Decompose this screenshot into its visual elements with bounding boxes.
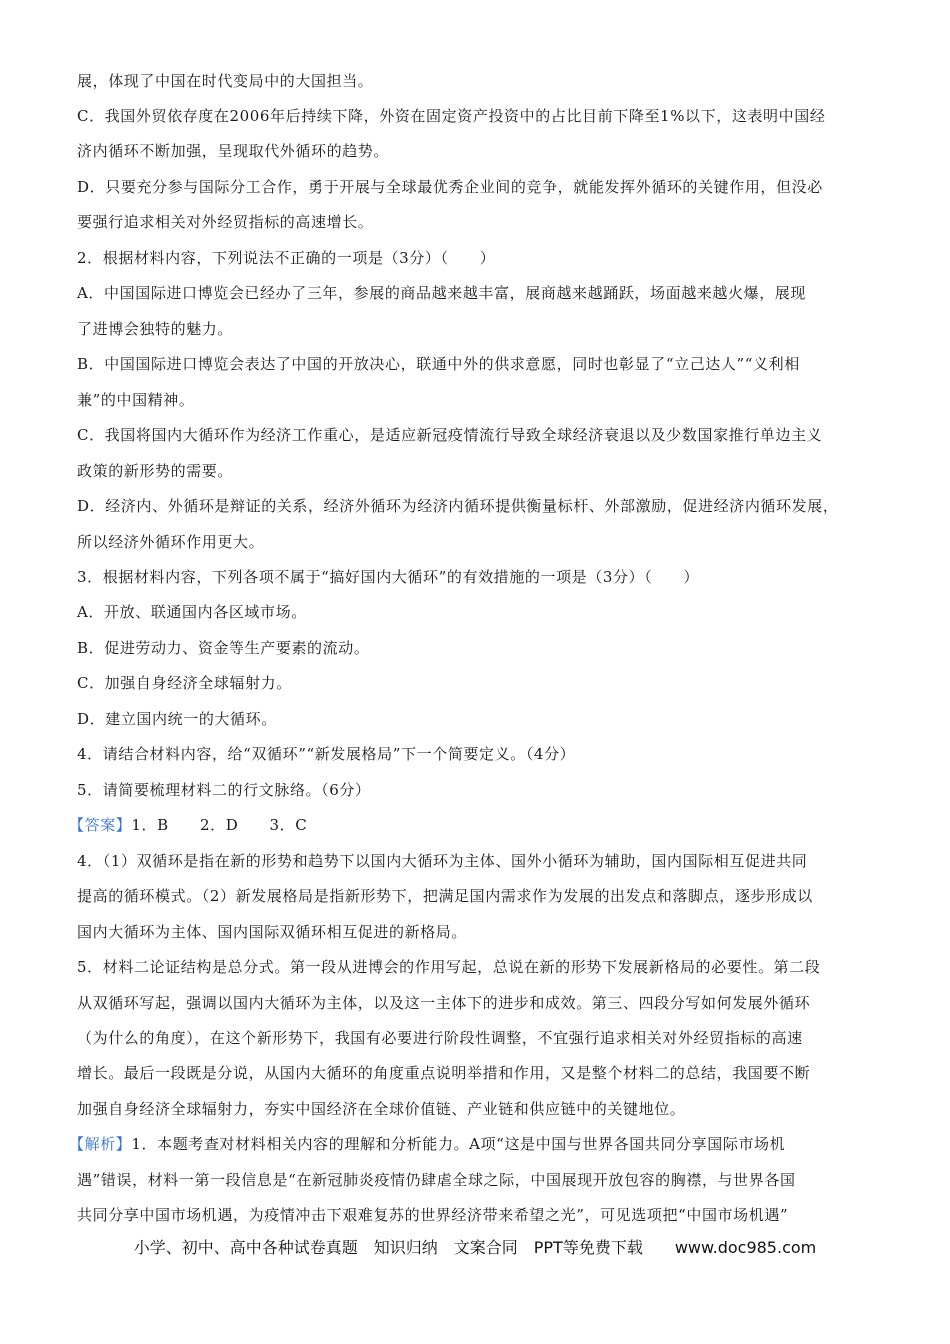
question-5: 5．请简要梳理材料二的行文脉络。（6分） bbox=[77, 781, 371, 799]
question-3: 3．根据材料内容，下列各项不属于“搞好国内大循环”的有效措施的一项是（3分）（ ） bbox=[77, 568, 700, 586]
option-d-line: D．只要充分参与国际分工合作，勇于开展与全球最优秀企业间的竞争，就能发挥外循环的关键作用，但没必 bbox=[77, 178, 823, 196]
option-b-line: B．促进劳动力、资金等生产要素的流动。 bbox=[77, 639, 370, 657]
text-line: 兼”的中国精神。 bbox=[77, 391, 195, 409]
text-line: 从双循环写起，强调以国内大循环为主体，以及这一主体下的进步和成效。第三、四段分写如何发展外循环 bbox=[77, 994, 811, 1012]
answer-4-line: 4．（1）双循环是指在新的形势和趋势下以国内大循环为主体、国外小循环为辅助，国内国际相互促进共同 bbox=[77, 852, 808, 870]
answer-5-line: 5．材料二论证结构是总分式。第一段从进博会的作用写起，总说在新的形势下发展新格局的必要性。第二段 bbox=[77, 958, 821, 976]
question-4: 4．请结合材料内容，给“双循环”“新发展格局”下一个简要定义。（4分） bbox=[77, 745, 576, 763]
option-d-line: D．建立国内统一的大循环。 bbox=[77, 710, 277, 728]
option-c-line: C．我国外贸依存度在2006年后持续下降，外资在固定资产投资中的占比目前下降至1%以下，这表明中国经 bbox=[77, 107, 826, 125]
text-line: 政策的新形势的需要。 bbox=[77, 462, 234, 480]
text-line: 国内大循环为主体、国内国际双循环相互促进的新格局。 bbox=[77, 923, 468, 941]
text-line: 遇”错误，材料一第一段信息是“在新冠肺炎疫情仍肆虐全球之际，中国展现开放包容的胸襟，与世界各国 bbox=[77, 1171, 796, 1189]
option-d-line: D．经济内、外循环是辩证的关系，经济外循环为经济内循环提供衡量标杆、外部激励，促进经济内循环发展， bbox=[77, 497, 839, 515]
text-line: 要强行追求相关对外经贸指标的高速增长。 bbox=[77, 213, 374, 231]
analysis-text: 1．本题考查对材料相关内容的理解和分析能力。A项“这是中国与世界各国共同分享国际市场机 bbox=[131, 1135, 786, 1153]
answer-tag: 【答案】 bbox=[69, 816, 132, 834]
text-line: 加强自身经济全球辐射力，夯实中国经济在全球价值链、产业链和供应链中的关键地位。 bbox=[77, 1100, 686, 1118]
option-c-line: C．加强自身经济全球辐射力。 bbox=[77, 674, 292, 692]
text-line: 济内循环不断加强，呈现取代外循环的趋势。 bbox=[77, 142, 390, 160]
option-a-line: A．中国国际进口博览会已经办了三年，参展的商品越来越丰富，展商越来越踊跃，场面越来越火爆，展现 bbox=[77, 284, 807, 302]
text-line: （为什么的角度），在这个新形势下，我国有必要进行阶段性调整，不宜强行追求相关对外经贸指标的高速 bbox=[77, 1029, 803, 1047]
text-line: 提高的循环模式。（2）新发展格局是指新形势下，把满足国内需求作为发展的出发点和落脚点，逐步形成以 bbox=[77, 887, 813, 905]
answer-line bbox=[69, 815, 307, 835]
text-line: 了进博会独特的魅力。 bbox=[77, 320, 234, 338]
answer-text: 1．B 2．D 3．C bbox=[131, 816, 308, 834]
text-line: 增长。最后一段既是分说，从国内大循环的角度重点说明举措和作用，又是整个材料二的总结，我国要不断 bbox=[77, 1064, 811, 1082]
option-a-line: A．开放、联通国内各区域市场。 bbox=[77, 603, 307, 621]
text-line: 展，体现了中国在时代变局中的大国担当。 bbox=[77, 72, 374, 90]
text-line: 所以经济外循环作用更大。 bbox=[77, 533, 265, 551]
page-footer: 小学、初中、高中各种试卷真题 知识归纳 文案合同 PPT等免费下载 www.doc985.com bbox=[133, 1238, 817, 1257]
option-c-line: C．我国将国内大循环作为经济工作重心，是适应新冠疫情流行导致全球经济衰退以及少数国家推行单边主义 bbox=[77, 426, 823, 444]
text-line: 共同分享中国市场机遇，为疫情冲击下艰难复苏的世界经济带来希望之光”，可见选项把“中国市场机遇” bbox=[77, 1206, 789, 1224]
analysis-tag: 【解析】 bbox=[69, 1135, 132, 1153]
question-2: 2．根据材料内容，下列说法不正确的一项是（3分）（ ） bbox=[77, 249, 496, 267]
option-b-line: B．中国国际进口博览会表达了中国的开放决心，联通中外的供求意愿，同时也彰显了“立己达人”“义利相 bbox=[77, 355, 800, 373]
analysis-line bbox=[69, 1134, 785, 1154]
